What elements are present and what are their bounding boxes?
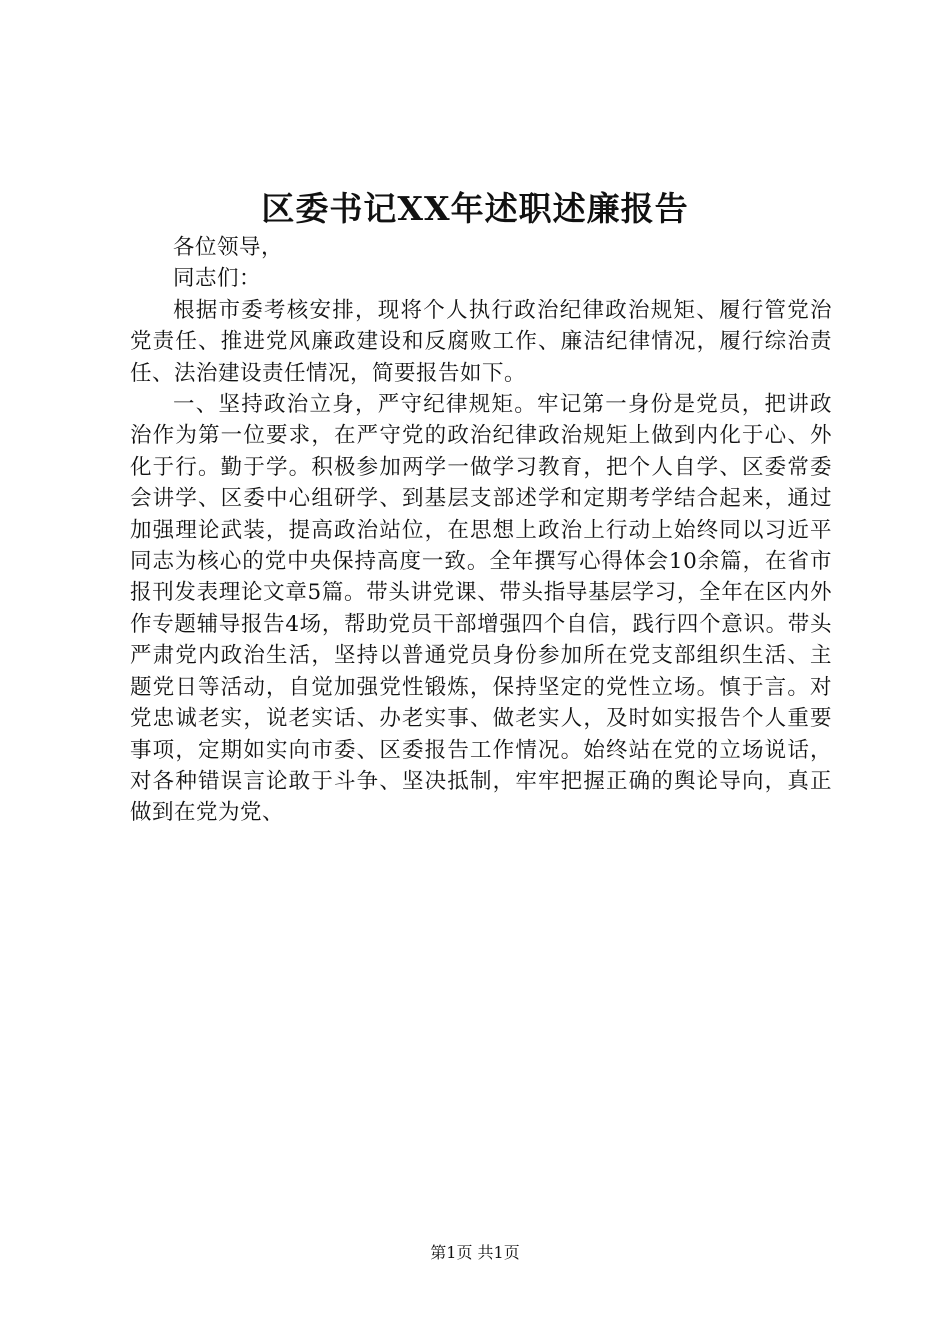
paragraph-intro: 根据市委考核安排，现将个人执行政治纪律政治规矩、履行管党治党责任、推进党风廉政建设和反腐败工作、廉洁纪律情况，履行综治责任、法治建设责任情况，简要报告如下。 xyxy=(130,297,832,386)
salutation-comrades: 同志们： xyxy=(173,266,262,292)
document-title: 区委书记XX年述职述廉报告 xyxy=(261,189,689,228)
paragraph-section-one: 一、坚持政治立身，严守纪律规矩。牢记第一身份是党员，把讲政治作为第一位要求，在严守党的政治纪律政治规矩上做到内化于心、外化于行。勤于学。积极参加两学一做学习教育，把个人自学、区委常委会讲学、区委中心组研学、到基层支部述学和定期考学结合起来，通过加强理论武装，提高政治站位，在思想上政治上行动上始终同以习近平同志为核心的党中央保持高度一致。全年撰写心得体会10余篇，在省市报刊发表理论文章5篇。带头讲党课、带头指导基层学习，全年在区内外作专题辅导报告4场，帮助党员干部增强四个自信，践行四个意识。带头严肃党内政治生活，坚持以普通党员身份参加所在党支部组织生活、主题党日等活动，自觉加强党性锻炼，保持坚定的党性立场。慎于言。对党忠诚老实，说老实话、办老实事、做老实人，及时如实报告个人重要事项，定期如实向市委、区委报告工作情况。始终站在党的立场说话，对各种错误言论敢于斗争、坚决抵制，牢牢把握正确的舆论导向，真正做到在党为党、 xyxy=(130,392,832,826)
page-number-footer: 第1页 共1页 xyxy=(430,1243,520,1262)
salutation-leaders: 各位领导， xyxy=(173,235,284,260)
document-body xyxy=(130,232,832,829)
